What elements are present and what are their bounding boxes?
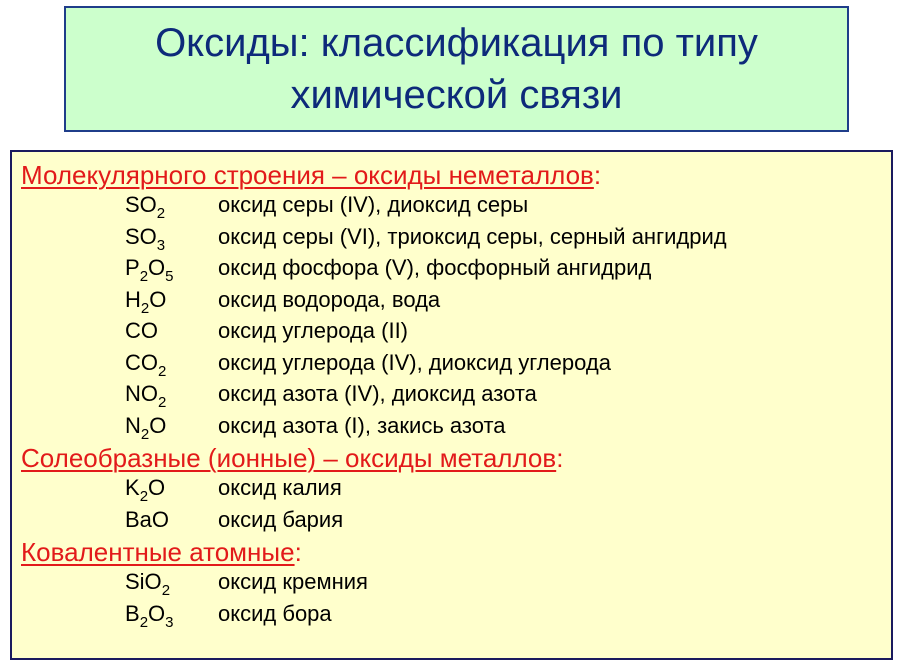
slide-title-line1: Оксиды: классификация по типу [155, 21, 758, 65]
content-box [10, 150, 893, 660]
list-item [21, 286, 891, 318]
list-item [21, 600, 891, 632]
oxide-name: оксид фосфора (V), фосфорный ангидрид [218, 255, 652, 280]
formula-subscript: 2 [140, 425, 150, 443]
section-title-text: Солеобразные (ионные) – оксиды металлов [21, 443, 557, 473]
list-item [21, 317, 891, 349]
formula: $K_2O$ [125, 475, 166, 505]
formula-subscript: 3 [165, 613, 174, 631]
oxide-name: оксид серы (IV), диоксид серы [218, 192, 529, 217]
list-item [21, 506, 891, 538]
formula: $B_2O_3$ [125, 600, 174, 631]
formula-subscript: 2 [139, 613, 149, 631]
formula-subscript: 2 [139, 488, 149, 505]
list-item [21, 223, 891, 255]
formula-subscript: 2 [161, 582, 171, 599]
section-title: Молекулярного строения – оксиды неметаллов: [21, 160, 602, 190]
formula: $SO_3$ [125, 223, 166, 254]
formula: $NO_2$ [125, 381, 167, 411]
slide-title-box [64, 6, 849, 132]
formula-subscript: 2 [158, 394, 167, 411]
formula-subscript: 2 [156, 205, 166, 222]
list-item [21, 380, 891, 412]
slide-title-line2: химической связи [290, 73, 623, 117]
formula: BaO [125, 506, 170, 532]
formula: $N_2O$ [125, 412, 167, 443]
oxide-name: оксид водорода, вода [218, 286, 441, 312]
formula-subscript: 3 [156, 236, 166, 254]
section-title-text: Молекулярного строения – оксиды неметаллов [21, 160, 594, 190]
oxide-name: оксид кремния [218, 569, 368, 594]
section-ionic [21, 443, 891, 537]
list-item [21, 349, 891, 381]
formula-subscript: 2 [140, 299, 150, 317]
section-title-text: Ковалентные атомные [21, 537, 295, 567]
oxide-name: оксид калия [218, 475, 342, 500]
section-covalent [21, 537, 891, 631]
formula: $CO_2$ [125, 349, 167, 380]
oxide-name: оксид углерода (IV), диоксид углерода [218, 349, 611, 375]
oxide-name: оксид азота (IV), диоксид азота [218, 381, 537, 406]
formula: $P_2O_5$ [125, 255, 174, 285]
section-molecular [21, 160, 891, 443]
formula-subscript: 2 [158, 362, 167, 380]
list-item [21, 568, 891, 600]
section-title: Солеобразные (ионные) – оксиды металлов: [21, 443, 564, 473]
list-item [21, 191, 891, 223]
formula: $H_2O$ [125, 286, 167, 317]
oxide-name: оксид бора [218, 600, 332, 626]
oxide-name: оксид серы (VI), триоксид серы, серный ангидрид [218, 223, 727, 249]
section-title: Ковалентные атомные: [21, 537, 302, 567]
oxide-name: оксид бария [218, 506, 344, 532]
formula-subscript: 2 [139, 268, 149, 285]
oxide-name: оксид углерода (II) [218, 318, 409, 343]
list-item [21, 254, 891, 286]
list-item [21, 412, 891, 444]
formula: $SO_2$ [125, 192, 166, 222]
list-item [21, 474, 891, 506]
formula: SiO$_2$ [125, 569, 171, 599]
oxide-name: оксид азота (I), закись азота [218, 412, 506, 438]
formula-subscript: 5 [165, 268, 174, 285]
formula: CO [125, 318, 158, 343]
